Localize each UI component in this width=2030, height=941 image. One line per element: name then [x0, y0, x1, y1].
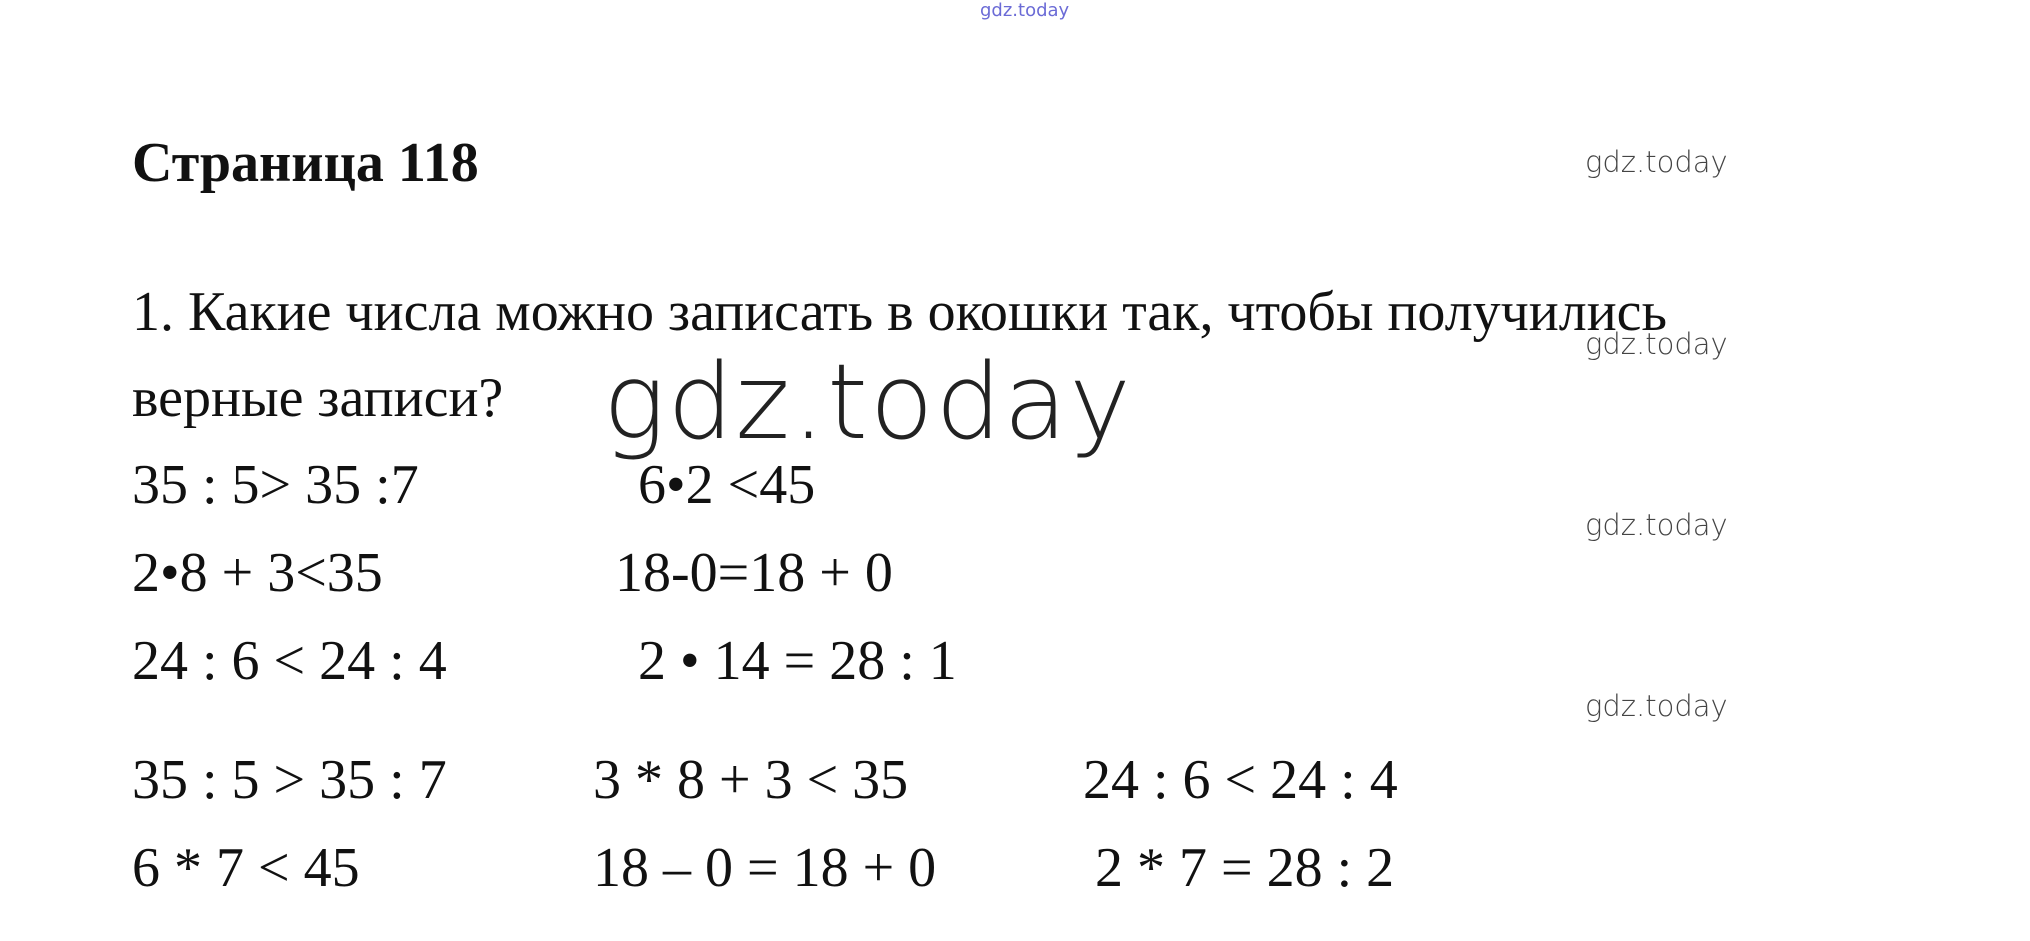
page-title: Страница 118: [132, 132, 479, 194]
problem-2-right: 18-0=18 + 0: [615, 542, 893, 604]
answer-1-col-2: 3 * 8 + 3 < 35: [593, 749, 909, 811]
answer-1-col-1: 35 : 5 > 35 : 7: [132, 749, 447, 811]
top-watermark: gdz.today: [980, 0, 1070, 21]
answer-2-col-2: 18 – 0 = 18 + 0: [593, 837, 937, 899]
problem-3-left: 24 : 6 < 24 : 4: [132, 630, 447, 692]
side-watermark-3: gdz.today: [1585, 508, 1728, 542]
problem-2-left: 2•8 + 3<35: [132, 542, 383, 604]
answer-2-col-1: 6 * 7 < 45: [132, 837, 360, 899]
side-watermark-2: gdz.today: [1585, 327, 1728, 361]
side-watermark-4: gdz.today: [1585, 689, 1728, 723]
task-text-line-1: 1. Какие числа можно записать в окошки так, чтобы получились: [132, 281, 1668, 343]
answer-1-col-3: 24 : 6 < 24 : 4: [1083, 749, 1398, 811]
problem-1-left: 35 : 5> 35 :7: [132, 454, 419, 516]
problem-3-right: 2 • 14 = 28 : 1: [638, 630, 957, 692]
answer-2-col-3: 2 * 7 = 28 : 2: [1095, 837, 1395, 899]
side-watermark-1: gdz.today: [1585, 145, 1728, 179]
task-text-line-2: верные записи?: [132, 367, 504, 429]
problem-1-right: 6•2 <45: [638, 454, 816, 516]
center-watermark: gdz.today: [603, 341, 1133, 463]
